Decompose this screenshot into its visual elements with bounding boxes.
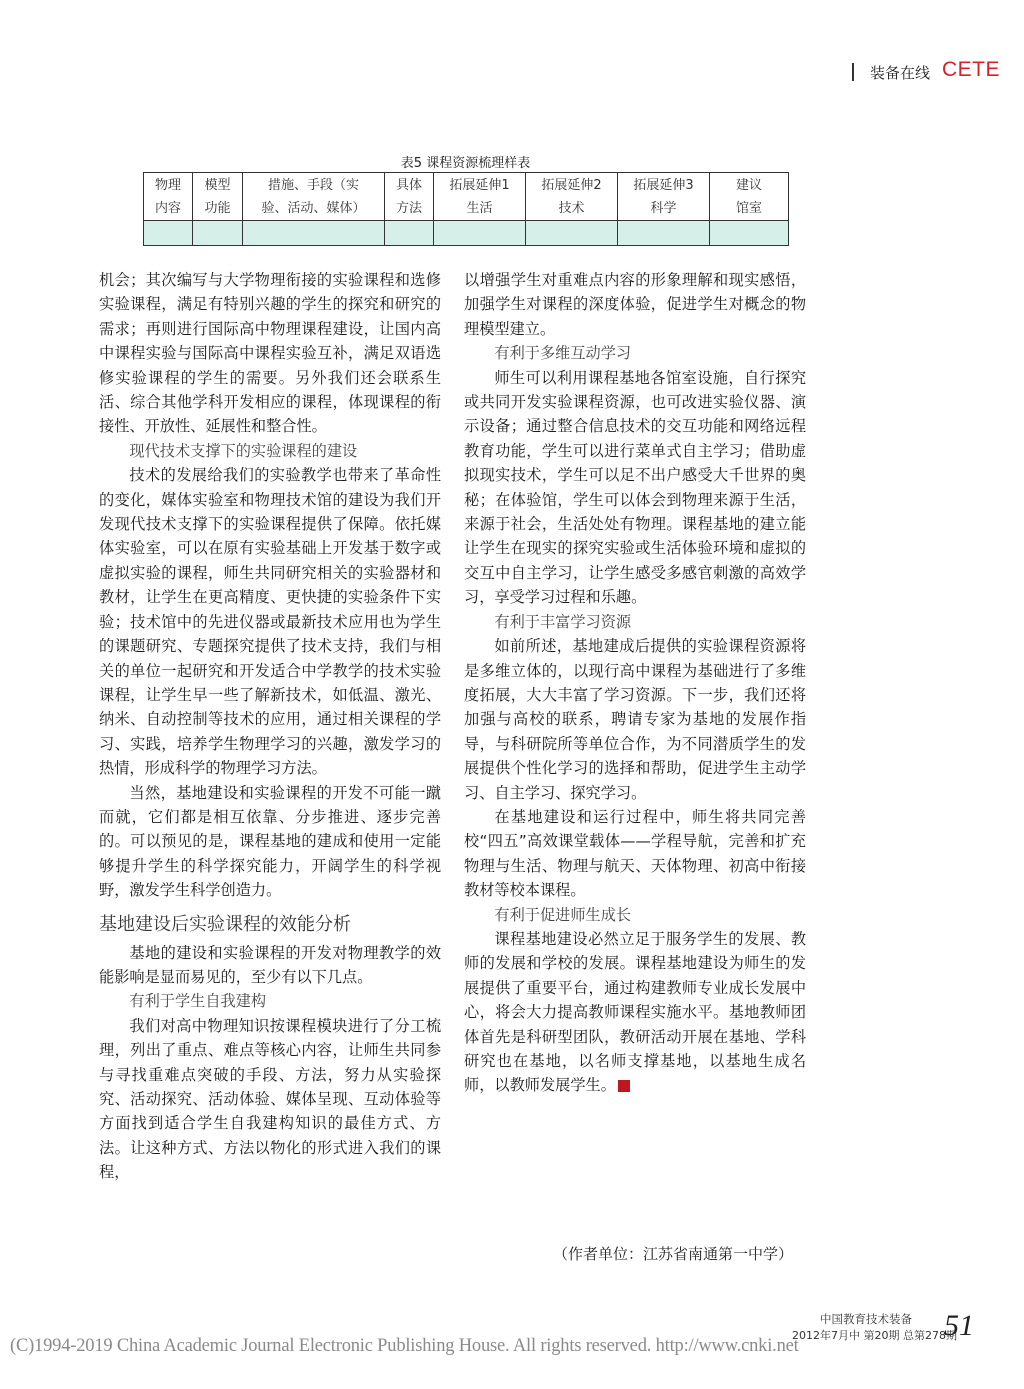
body-paragraph: 如前所述，基地建成后提供的实验课程资源将是多维立体的，以现行高中课程为基础进行了多维度拓展，大大丰富了学习资源。下一步，我们还将加强与高校的联系，聘请专家为基地的发展作指导，与科研院所等单位合作，为不同潜质学生的发展提供个性化学习的选择和帮助，促进学生主动学习、自主学习、探究学习。 bbox=[464, 637, 806, 802]
table-header-cell bbox=[385, 173, 434, 221]
header-cell-line: 模型 bbox=[204, 177, 231, 193]
table-header-cell bbox=[434, 173, 526, 221]
subsection-heading: 现代技术支撑下的实验课程的建设 bbox=[129, 441, 358, 460]
header-cell-line: 方法 bbox=[395, 200, 422, 216]
body-paragraph: 在基地建设和运行过程中，师生将共同完善校“四五”高效课堂载体——学程导航，完善和扩充物理与生活、物理与航天、天体物理、初高中衔接教材等校本课程。 bbox=[464, 807, 806, 900]
footer-issue-date: 2012年7月中 第20期 总第278期 bbox=[792, 1329, 957, 1342]
header-cell-line: 具体 bbox=[395, 177, 422, 193]
header-divider bbox=[852, 63, 854, 81]
table-header-cell bbox=[526, 173, 618, 221]
header-cell-line: 生活 bbox=[466, 200, 493, 216]
subsection-heading: 有利于丰富学习资源 bbox=[494, 612, 632, 631]
table-header-cell bbox=[193, 173, 243, 221]
header-cell-line: 验、活动、媒体） bbox=[261, 200, 366, 216]
header-cell-line: 拓展延伸1 bbox=[449, 177, 510, 193]
body-paragraph: 机会；其次编写与大学物理衔接的实验课程和选修实验课程，满足有特别兴趣的学生的探究和研究的需求；再则进行国际高中物理课程建设，让国内高中课程实验与国际高中课程实验互补，满足双语选修实验课程的学生的需要。另外我们还会联系生活、综合其他学科开发相应的课程，体现课程的衔接性、开放性、延展性和整合性。 bbox=[99, 271, 441, 436]
subsection-heading: 有利于促进师生成长 bbox=[494, 905, 632, 924]
table-header-cell bbox=[710, 173, 789, 221]
header-cell-line: 拓展延伸2 bbox=[541, 177, 602, 193]
header-cell-line: 拓展延伸3 bbox=[633, 177, 694, 193]
header-cell-line: 内容 bbox=[154, 200, 181, 216]
table-empty-row bbox=[144, 221, 789, 246]
body-paragraph: 师生可以利用课程基地各馆室设施，自行探究或共同开发实验课程资源，也可改进实验仪器、演示设备；通过整合信息技术的交互功能和网络远程教育功能，学生可以进行菜单式自主学习；借助虚拟现实技术，学生可以足不出户感受大千世界的奥秘；在体验馆，学生可以体会到物理来源于生活，来源于社会，生活处处有物理。课程基地的建立能让学生在现实的探究实验或生活体验环境和虚拟的交互中自主学习，让学生感受多感官刺激的高效学习，享受学习过程和乐趣。 bbox=[464, 368, 806, 607]
body-paragraph: 技术的发展给我们的实验教学也带来了革命性的变化，媒体实验室和物理技术馆的建设为我们开发现代技术支撑下的实验课程提供了保障。依托媒体实验室，可以在原有实验基础上开发基于数字或虚拟实验的课程，师生共同研究相关的实验器材和教材，让学生在更高精度、更快捷的实验条件下实验；技术馆中的先进仪器或最新技术应用也为学生的课题研究、专题探究提供了技术支持，我们与相关的单位一起研究和开发适合中学教学的技术实验课程，让学生早一些了解新技术，如低温、激光、纳米、自动控制等技术的应用，通过相关课程的学习、实践，培养学生物理学习的兴趣，激发学习的热情，形成科学的物理学习方法。 bbox=[99, 466, 441, 778]
header-brand: CETE bbox=[942, 58, 1001, 81]
body-paragraph: 我们对高中物理知识按课程模块进行了分工梳理，列出了重点、难点等核心内容，让师生共同参与寻找重难点突破的手段、方法，努力从实验探究、活动探究、活动体验、媒体呈现、互动体验等方面找到适合学生自我建构知识的最佳方式、方法。让这种方式、方法以物化的形式进入我们的课程， bbox=[99, 1016, 441, 1182]
table-header-cell bbox=[618, 173, 710, 221]
header-section: 装备在线 bbox=[870, 64, 931, 82]
page-footer bbox=[772, 1311, 982, 1371]
header-cell-line: 建议 bbox=[735, 177, 762, 193]
copyright-line: (C)1994-2019 China Academic Journal Electronic Publishing House. All rights reserved. http://www.cnki.net bbox=[10, 1336, 799, 1356]
running-header bbox=[850, 58, 1000, 86]
header-cell-line: 馆室 bbox=[735, 200, 762, 216]
table-header-cell bbox=[243, 173, 385, 221]
footer-journal: 中国教育技术装备 bbox=[820, 1312, 912, 1326]
header-cell-line: 功能 bbox=[204, 200, 231, 216]
table-header-row bbox=[144, 173, 789, 221]
header-cell-line: 科学 bbox=[650, 200, 677, 216]
section-heading: 基地建设后实验课程的效能分析 bbox=[99, 913, 351, 935]
header-cell-line: 措施、手段（实 bbox=[267, 177, 359, 193]
table-header-cell bbox=[144, 173, 193, 221]
body-paragraph: 课程基地建设必然立足于服务学生的发展、教师的发展和学校的发展。课程基地建设为师生的发展提供了重要平台，通过构建教师专业成长发展中心，将会大力提高教师课程实施水平。基地教师团体首先是科研型团队，教研活动开展在基地、学科研究也在基地，以名师支撑基地，以基地生成名师，以教师发展学生。 bbox=[464, 929, 806, 1095]
subsection-heading: 有利于多维互动学习 bbox=[494, 344, 632, 363]
header-cell-line: 技术 bbox=[558, 200, 585, 216]
end-of-article-mark bbox=[618, 1080, 630, 1092]
body-paragraph: 当然，基地建设和实验课程的开发不可能一蹴而就，它们都是相互依靠、分步推进、逐步完善的。可以预见的是，课程基地的建成和使用一定能够提升学生的科学探究能力，开阔学生的科学视野，激发学生科学创造力。 bbox=[99, 783, 441, 900]
right-column bbox=[464, 268, 806, 1098]
table-caption: 表5 课程资源梳理样表 bbox=[400, 156, 531, 171]
subsection-heading: 有利于学生自我建构 bbox=[129, 992, 267, 1011]
left-column bbox=[99, 268, 441, 1185]
author-affiliation: （作者单位：江苏省南通第一中学） bbox=[553, 1245, 794, 1263]
resource-table bbox=[143, 172, 789, 246]
page-number: 51 bbox=[944, 1309, 974, 1342]
body-paragraph: 以增强学生对重难点内容的形象理解和现实感悟，加强学生对课程的深度体验，促进学生对概念的物理模型建立。 bbox=[464, 271, 806, 338]
header-cell-line: 物理 bbox=[154, 177, 181, 193]
body-paragraph: 基地的建设和实验课程的开发对物理教学的效能影响是显而易见的，至少有以下几点。 bbox=[99, 943, 441, 986]
